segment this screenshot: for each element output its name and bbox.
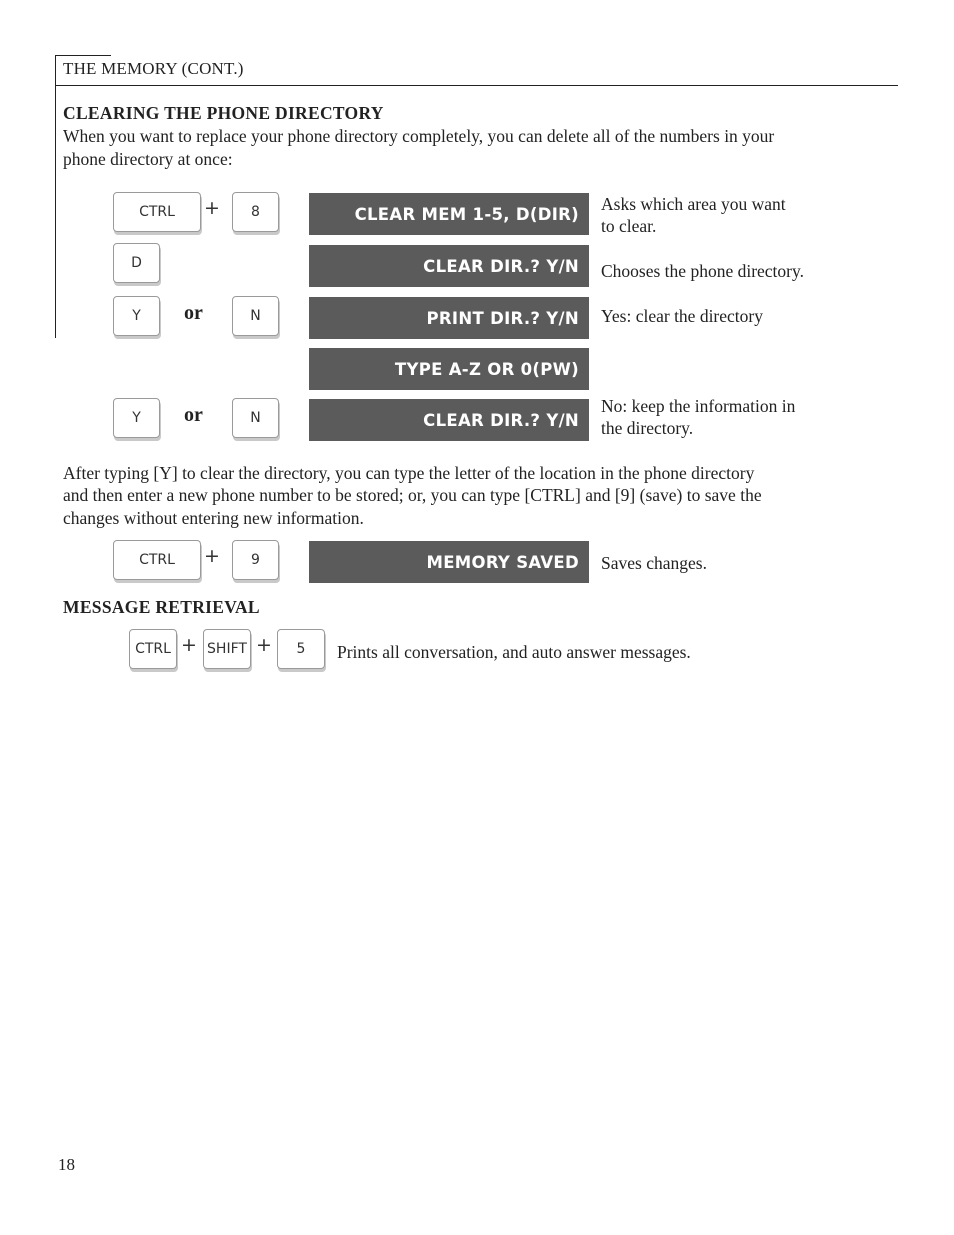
- desc-row-1-line-2: to clear.: [601, 216, 657, 236]
- display-print-dir: PRINT DIR.? Y/N: [309, 297, 589, 339]
- intro-line-2: phone directory at once:: [63, 149, 233, 169]
- key-d: D: [113, 243, 160, 283]
- or-label: or: [184, 404, 203, 426]
- after-line-1: After typing [Y] to clear the directory, you can type the letter of the location in the phone directory: [63, 463, 755, 483]
- desc-retrieval: Prints all conversation, and auto answer messages.: [337, 642, 691, 662]
- header-rule-bottom: [55, 85, 898, 86]
- display-clear-dir: CLEAR DIR.? Y/N: [309, 245, 589, 287]
- after-line-3: changes without entering new information.: [63, 508, 364, 528]
- after-line-2: and then enter a new phone number to be stored; or, you can type [CTRL] and [9] (save) to save the: [63, 485, 762, 505]
- ctrl-key: CTRL: [129, 629, 177, 669]
- section-title-retrieval: MESSAGE RETRIEVAL: [63, 597, 260, 617]
- display-memory-saved: MEMORY SAVED: [309, 541, 589, 583]
- key-y: Y: [113, 296, 160, 336]
- intro-line-1: When you want to replace your phone directory completely, you can delete all of the numbers in your: [63, 126, 775, 146]
- key-y: Y: [113, 398, 160, 438]
- desc-row-5-line-1: No: keep the information in: [601, 396, 796, 416]
- desc-row-2: Chooses the phone directory.: [601, 261, 804, 281]
- key-n: N: [232, 296, 279, 336]
- key-5: 5: [277, 629, 325, 669]
- key-9: 9: [232, 540, 279, 580]
- plus-sign: +: [256, 634, 272, 656]
- display-clear-dir-confirm: CLEAR DIR.? Y/N: [309, 399, 589, 441]
- plus-sign: +: [204, 197, 220, 219]
- left-margin-rule: [55, 55, 56, 338]
- desc-row-5-line-2: the directory.: [601, 418, 694, 438]
- section-title-clearing: CLEARING THE PHONE DIRECTORY: [63, 103, 384, 123]
- key-n: N: [232, 398, 279, 438]
- or-label: or: [184, 302, 203, 324]
- display-clear-mem: CLEAR MEM 1-5, D(DIR): [309, 193, 589, 235]
- desc-row-1-line-1: Asks which area you want: [601, 194, 786, 214]
- header-rule-top: [55, 55, 111, 56]
- shift-key: SHIFT: [203, 629, 251, 669]
- display-type-a-z: TYPE A-Z OR 0(PW): [309, 348, 589, 390]
- ctrl-key: CTRL: [113, 192, 201, 232]
- desc-save: Saves changes.: [601, 553, 707, 573]
- key-8: 8: [232, 192, 279, 232]
- ctrl-key: CTRL: [113, 540, 201, 580]
- plus-sign: +: [204, 545, 220, 567]
- running-header: THE MEMORY (CONT.): [63, 59, 244, 78]
- page-number: 18: [58, 1155, 75, 1174]
- plus-sign: +: [181, 634, 197, 656]
- desc-row-3: Yes: clear the directory: [601, 306, 763, 326]
